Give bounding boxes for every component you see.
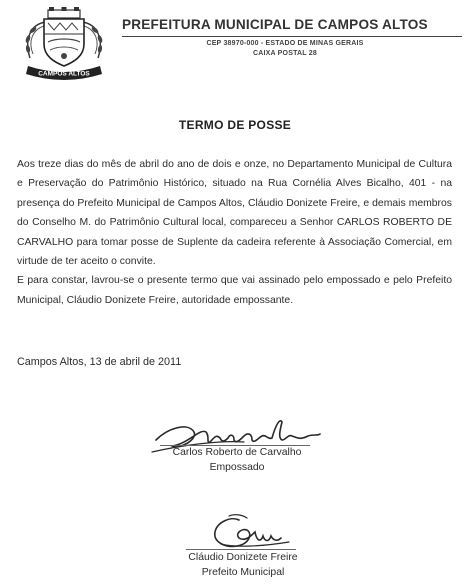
signature-line-2 [186,549,296,550]
institution-name: PREFEITURA MUNICIPAL DE CAMPOS ALTOS [122,17,428,32]
crest-banner-text: CAMPOS ALTOS [38,70,90,78]
document-title: TERMO DE POSSE [178,118,292,132]
body-paragraph-1: Aos treze dias do mês de abril do ano de dois e onze, no Departamento Municipal de Cultura e Preservação do Patrimônio Histórico, situado na Rua Cornélia Alves Bicalho, 401 - na presença do Prefeito Municipal de Campos Altos, Cláudio Donizete Freire, e demais membros do Conselho M. do Patrimônio Cultural local, compareceu a Senhor CARLOS ROBERTO DE CARVALHO para tomar posse de Suplente da cadeira referente à Associação Comercial, em virtude de ter aceito o convite. [17,159,452,268]
signatory-1-role: Empossado [209,462,265,473]
address-line-2: CAIXA POSTAL 28 [253,50,317,57]
document-body [17,155,452,310]
body-paragraph-2: E para constar, lavrou-se o presente termo que vai assinado pelo empossado e pelo Prefeito Municipal, Cláudio Donizete Freire, autoridade empossante. [17,275,452,306]
signatory-1-name: Carlos Roberto de Carvalho [172,447,302,458]
municipal-coat-of-arms-icon [18,6,110,80]
header-divider [122,36,462,37]
place-and-date: Campos Altos, 13 de abril de 2011 [17,356,182,368]
signatory-2-role: Prefeito Municipal [201,567,285,578]
address-line-1: CEP 38970-000 - ESTADO DE MINAS GERAIS [206,40,364,47]
signatory-2-name: Cláudio Donizete Freire [188,552,298,563]
signature-line-1 [160,445,310,446]
handwritten-signature-claudio [205,512,295,552]
